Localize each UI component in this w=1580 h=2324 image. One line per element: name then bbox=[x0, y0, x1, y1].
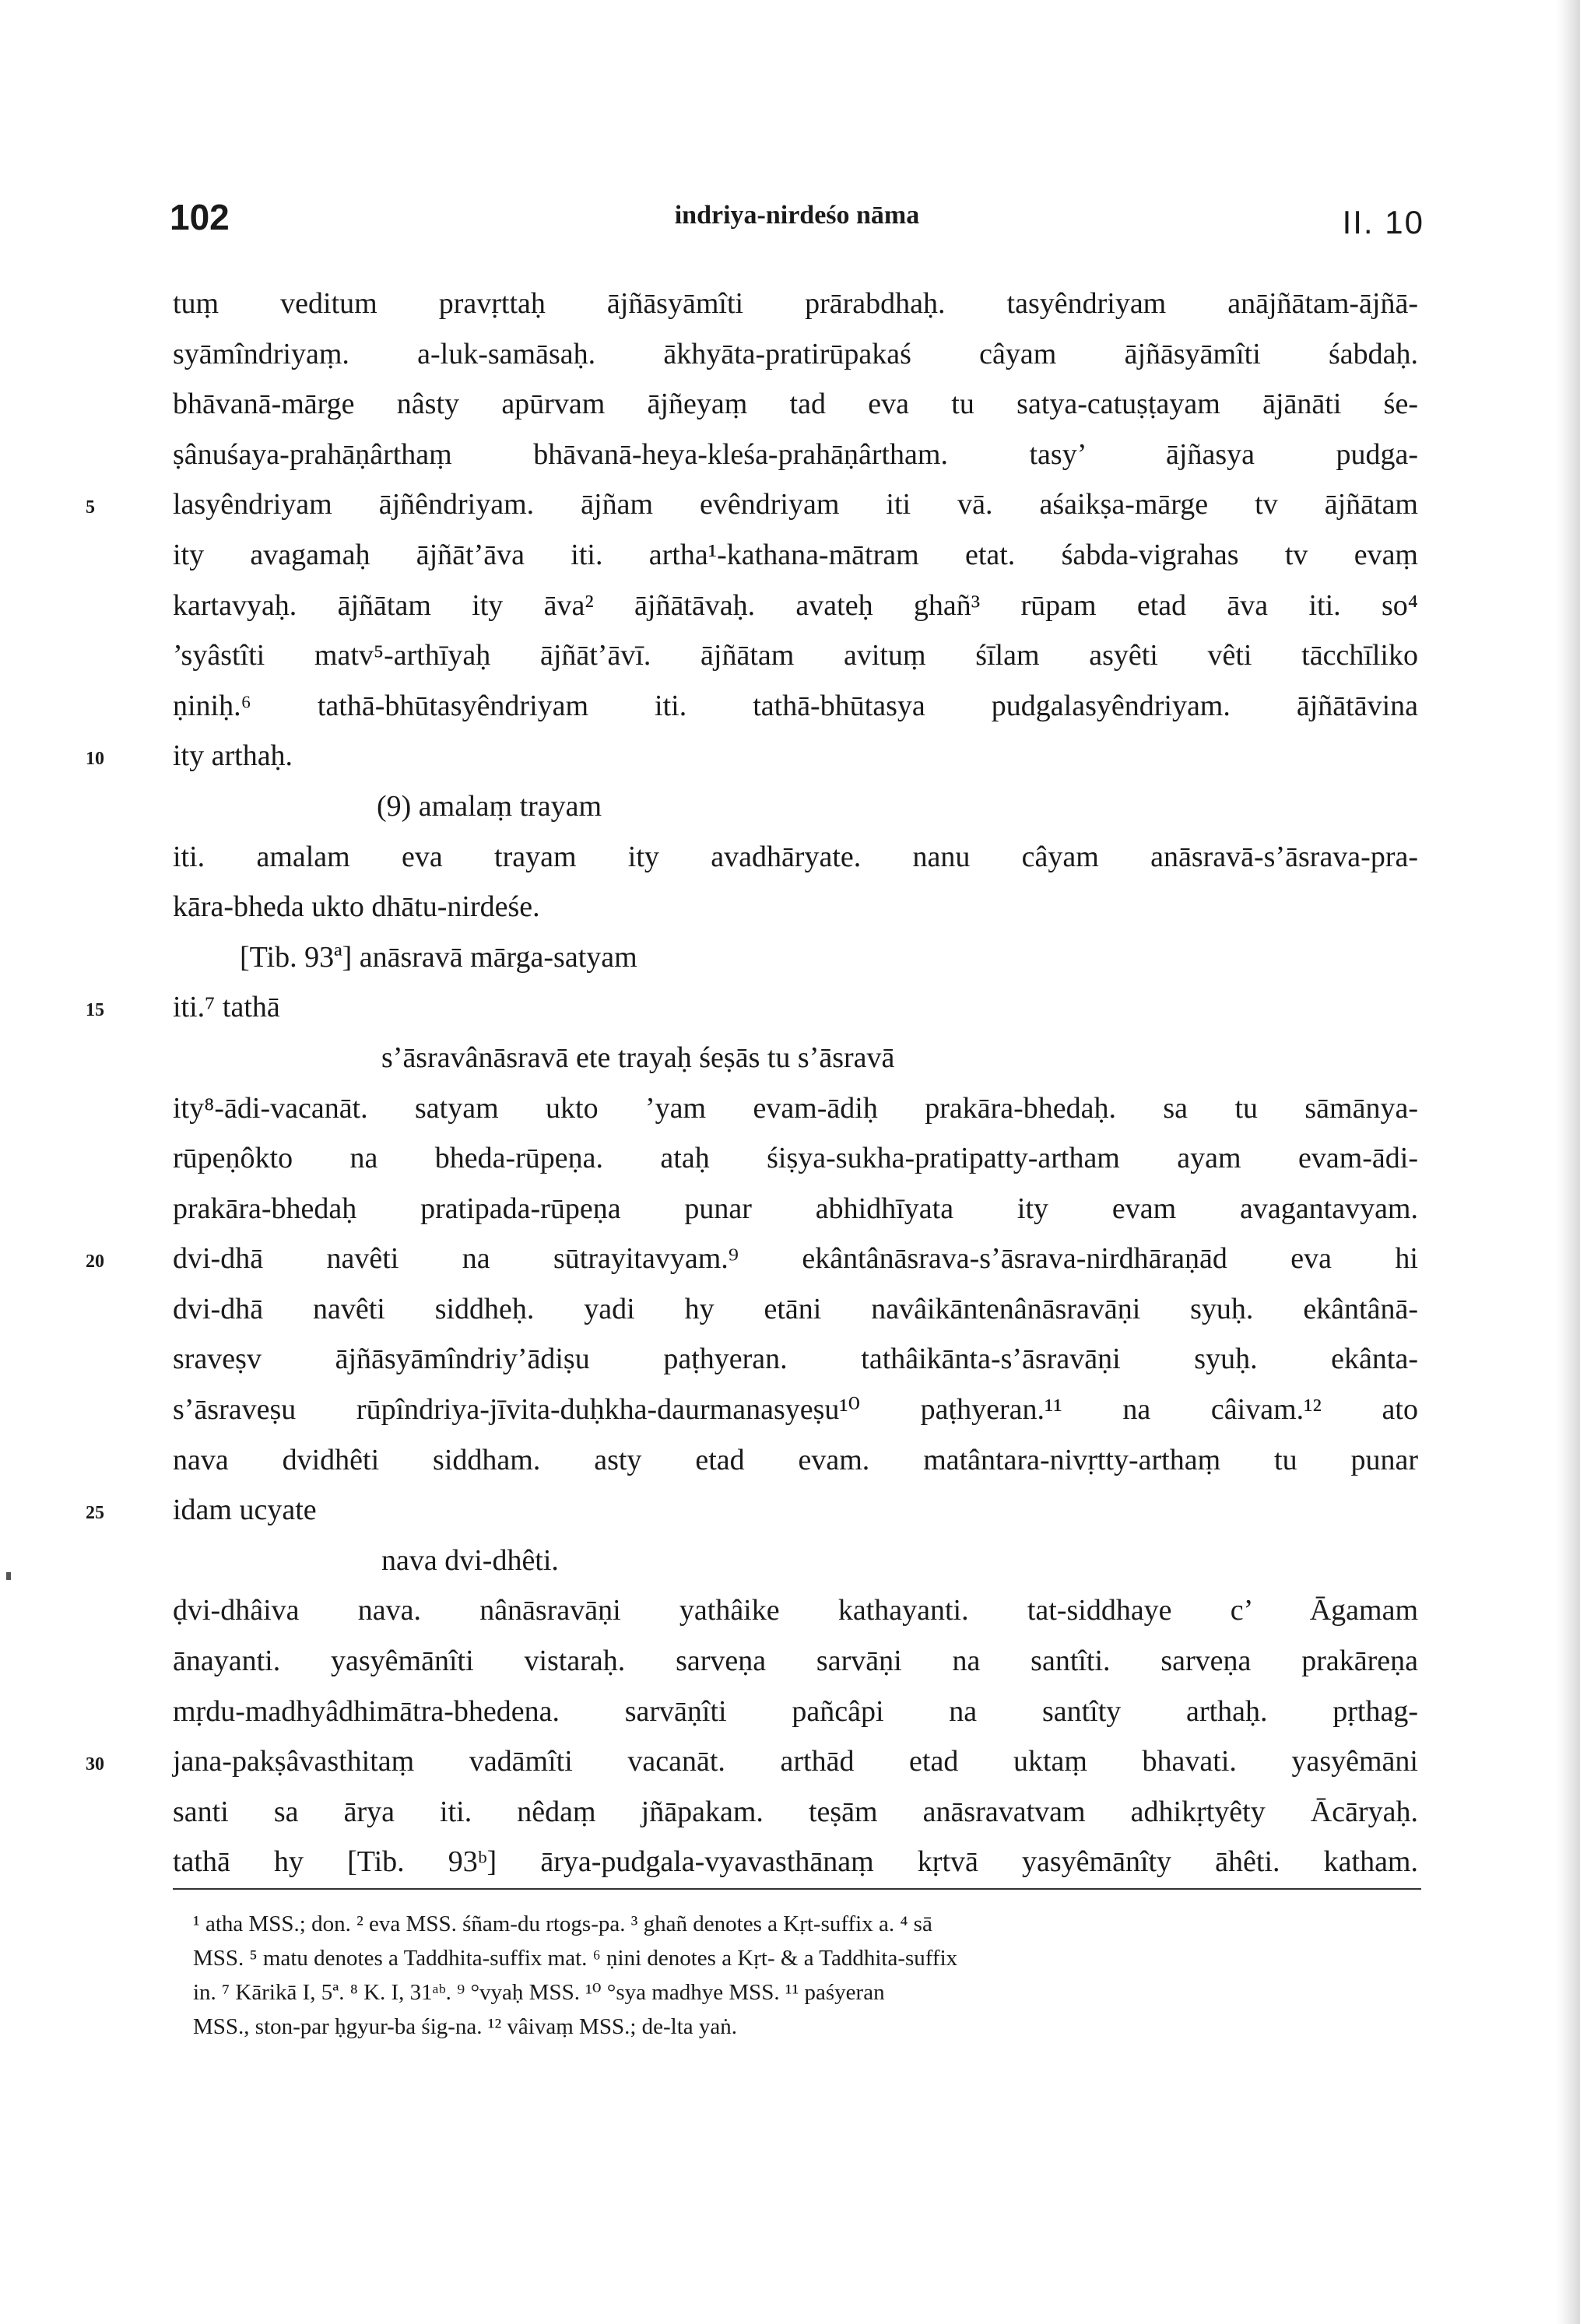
footnote-rule bbox=[173, 1888, 1421, 1890]
line-number: 30 bbox=[86, 1754, 104, 1775]
line-text: nava dvidhêti siddham. asty etad evam. matântara-nivṛtty-arthaṃ tu punar bbox=[173, 1443, 1418, 1476]
text-line bbox=[173, 1133, 1418, 1184]
text-line bbox=[173, 581, 1418, 631]
line-text: sraveṣv ājñāsyāmîndriy’ādiṣu paṭhyeran. tathâikānta-s’āsravāṇi syuḥ. ekânta- bbox=[173, 1343, 1418, 1376]
text-line bbox=[86, 982, 1418, 1033]
text-line bbox=[173, 1687, 1418, 1737]
section-number: II. 10 bbox=[1342, 204, 1424, 240]
running-title: indriya-nirdeśo nāma bbox=[674, 201, 920, 230]
text-line bbox=[173, 1184, 1418, 1234]
text-line bbox=[173, 279, 1418, 329]
text-line bbox=[173, 530, 1418, 581]
line-number: 25 bbox=[86, 1503, 104, 1524]
text-line bbox=[173, 1585, 1418, 1636]
line-text: ity avagamaḥ ājñāt’āva iti. artha¹-kathana-mātram etat. śabda-vigrahas tv evaṃ bbox=[173, 538, 1418, 571]
text-line bbox=[86, 1485, 1418, 1536]
footnotes bbox=[193, 1907, 1421, 2044]
text-line bbox=[173, 1083, 1418, 1134]
line-text: iti. amalam eva trayam ity avadhāryate. nanu câyam anāsravā-s’āsrava-pra- bbox=[173, 840, 1418, 873]
text-line bbox=[173, 681, 1418, 732]
footnote-line: MSS., ston-par ḥgyur-ba śig-na. ¹² vâivaṃ MSS.; de-lta yaṅ. bbox=[193, 2014, 738, 2039]
page-edge-shadow bbox=[1557, 0, 1580, 2324]
line-text: ḍvi-dhâiva nava. nânāsravāṇi yathâike kathayanti. tat-siddhaye c’ Āgamam bbox=[173, 1594, 1418, 1627]
text-line bbox=[173, 1334, 1418, 1385]
line-text: bhāvanā-mārge nâsty apūrvam ājñeyaṃ tad eva tu satya-catuṣṭayam ājānāti śe- bbox=[173, 388, 1418, 421]
scan-speck bbox=[6, 1572, 11, 1580]
line-text: mṛdu-madhyâdhimātra-bhedena. sarvāṇîti pañcâpi na santîty arthaḥ. pṛthag- bbox=[173, 1694, 1418, 1728]
text-line bbox=[173, 1536, 1418, 1586]
main-text bbox=[86, 279, 1418, 1887]
line-text: kartavyaḥ. ājñātam ity āva² ājñātāvaḥ. avateḥ ghañ³ rūpam etad āva iti. so⁴ bbox=[173, 588, 1418, 622]
line-text: idam ucyate bbox=[173, 1494, 317, 1527]
line-text: prakāra-bhedaḥ pratipada-rūpeṇa punar abhidhīyata ity evam avagantavyam. bbox=[173, 1192, 1418, 1225]
line-text: s’āsravânāsravā ete trayaḥ śeṣās tu s’āsravā bbox=[381, 1041, 895, 1074]
text-line bbox=[86, 1234, 1418, 1284]
line-text: (9) amalaṃ trayam bbox=[377, 789, 602, 823]
line-text: santi sa ārya iti. nêdaṃ jñāpakam. teṣām anāsravatvam adhikṛtyêty Ācāryaḥ. bbox=[173, 1795, 1418, 1828]
line-text: ity arthaḥ. bbox=[173, 739, 293, 773]
text-line bbox=[86, 731, 1418, 781]
line-text: kāra-bheda ukto dhātu-nirdeśe. bbox=[173, 890, 540, 924]
text-line bbox=[173, 1385, 1418, 1435]
text-line bbox=[173, 832, 1418, 883]
footnote-line: in. ⁷ Kārikā I, 5ª. ⁸ K. I, 31ᵃᵇ. ⁹ °vyaḥ MSS. ¹⁰ °sya madhye MSS. ¹¹ paśyeran bbox=[193, 1980, 885, 2005]
text-line bbox=[173, 932, 1418, 983]
line-number: 20 bbox=[86, 1252, 104, 1273]
line-text: rūpeṇôkto na bheda-rūpeṇa. ataḥ śiṣya-sukha-pratipatty-artham ayam evam-ādi- bbox=[173, 1142, 1418, 1175]
text-line bbox=[173, 1284, 1418, 1335]
line-text: ṣânuśaya-prahāṇârthaṃ bhāvanā-heya-kleśa-prahāṇârtham. tasy’ ājñasya pudga- bbox=[173, 437, 1418, 471]
line-number: 15 bbox=[86, 1000, 104, 1021]
line-text: s’āsraveṣu rūpîndriya-jīvita-duḥkha-daurmanasyeṣu¹⁰ paṭhyeran.¹¹ na câivam.¹² ato bbox=[173, 1393, 1418, 1427]
line-text: dvi-dhā navêti siddheḥ. yadi hy etāni navâikāntenânāsravāṇi syuḥ. ekântânā- bbox=[173, 1292, 1418, 1325]
line-text: dvi-dhā navêti na sūtrayitavyam.⁹ ekântânāsrava-s’āsrava-nirdhāraṇād eva hi bbox=[173, 1242, 1418, 1276]
line-text: ’syâstîti matv⁵-arthīyaḥ ājñāt’āvī. ājñātam avituṃ śīlam asyêti vêti tācchīliko bbox=[173, 639, 1418, 672]
text-line bbox=[173, 630, 1418, 681]
text-line bbox=[86, 1736, 1418, 1787]
text-line bbox=[173, 781, 1418, 832]
line-number: 10 bbox=[86, 749, 104, 770]
line-text: nava dvi-dhêti. bbox=[381, 1543, 559, 1577]
footnote-line: ¹ atha MSS.; don. ² eva MSS. śñam-du rtogs-pa. ³ ghañ denotes a Kṛt-suffix a. ⁴ sā bbox=[193, 1912, 932, 1936]
line-text: [Tib. 93ª] anāsravā mārga-satyam bbox=[240, 940, 637, 974]
text-line bbox=[173, 329, 1418, 380]
line-text: syāmîndriyaṃ. a-luk-samāsaḥ. ākhyāta-pratirūpakaś câyam ājñāsyāmîti śabdaḥ. bbox=[173, 337, 1418, 370]
line-text: tuṃ veditum pravṛttaḥ ājñāsyāmîti prārabdhaḥ. tasyêndriyam anājñātam-ājñā- bbox=[173, 287, 1418, 320]
line-text: jana-pakṣâvasthitaṃ vadāmîti vacanāt. arthād etad uktaṃ bhavati. yasyêmāni bbox=[173, 1745, 1418, 1778]
line-text: tathā hy [Tib. 93ᵇ] ārya-pudgala-vyavasthānaṃ kṛtvā yasyêmānîty āhêti. katham. bbox=[173, 1845, 1418, 1879]
line-text: ṇiniḥ.⁶ tathā-bhūtasyêndriyam iti. tathā-bhūtasya pudgalasyêndriyam. ājñātāvina bbox=[173, 689, 1418, 722]
text-line bbox=[173, 1033, 1418, 1083]
text-line bbox=[173, 379, 1418, 430]
text-line bbox=[173, 882, 1418, 932]
line-text: lasyêndriyam ājñêndriyam. ājñam evêndriyam iti vā. aśaikṣa-mārge tv ājñātam bbox=[173, 488, 1418, 521]
line-text: ānayanti. yasyêmānîti vistaraḥ. sarveṇa sarvāṇi na santîti. sarveṇa prakāreṇa bbox=[173, 1645, 1418, 1678]
line-number: 5 bbox=[86, 497, 95, 518]
line-text: ity⁸-ādi-vacanāt. satyam ukto ’yam evam-ādiḥ prakāra-bhedaḥ. sa tu sāmānya- bbox=[173, 1091, 1418, 1125]
text-line bbox=[173, 430, 1418, 480]
text-line bbox=[86, 479, 1418, 530]
text-line bbox=[173, 1636, 1418, 1687]
footnote-line: MSS. ⁵ matu denotes a Taddhita-suffix mat. ⁶ ṇini denotes a Kṛt- & a Taddhita-suffix bbox=[193, 1946, 958, 1971]
text-line bbox=[173, 1787, 1418, 1838]
page-number: 102 bbox=[170, 197, 230, 237]
running-header bbox=[170, 187, 1424, 249]
line-text: iti.⁷ tathā bbox=[173, 991, 280, 1024]
text-line bbox=[173, 1837, 1418, 1887]
text-line bbox=[173, 1435, 1418, 1486]
